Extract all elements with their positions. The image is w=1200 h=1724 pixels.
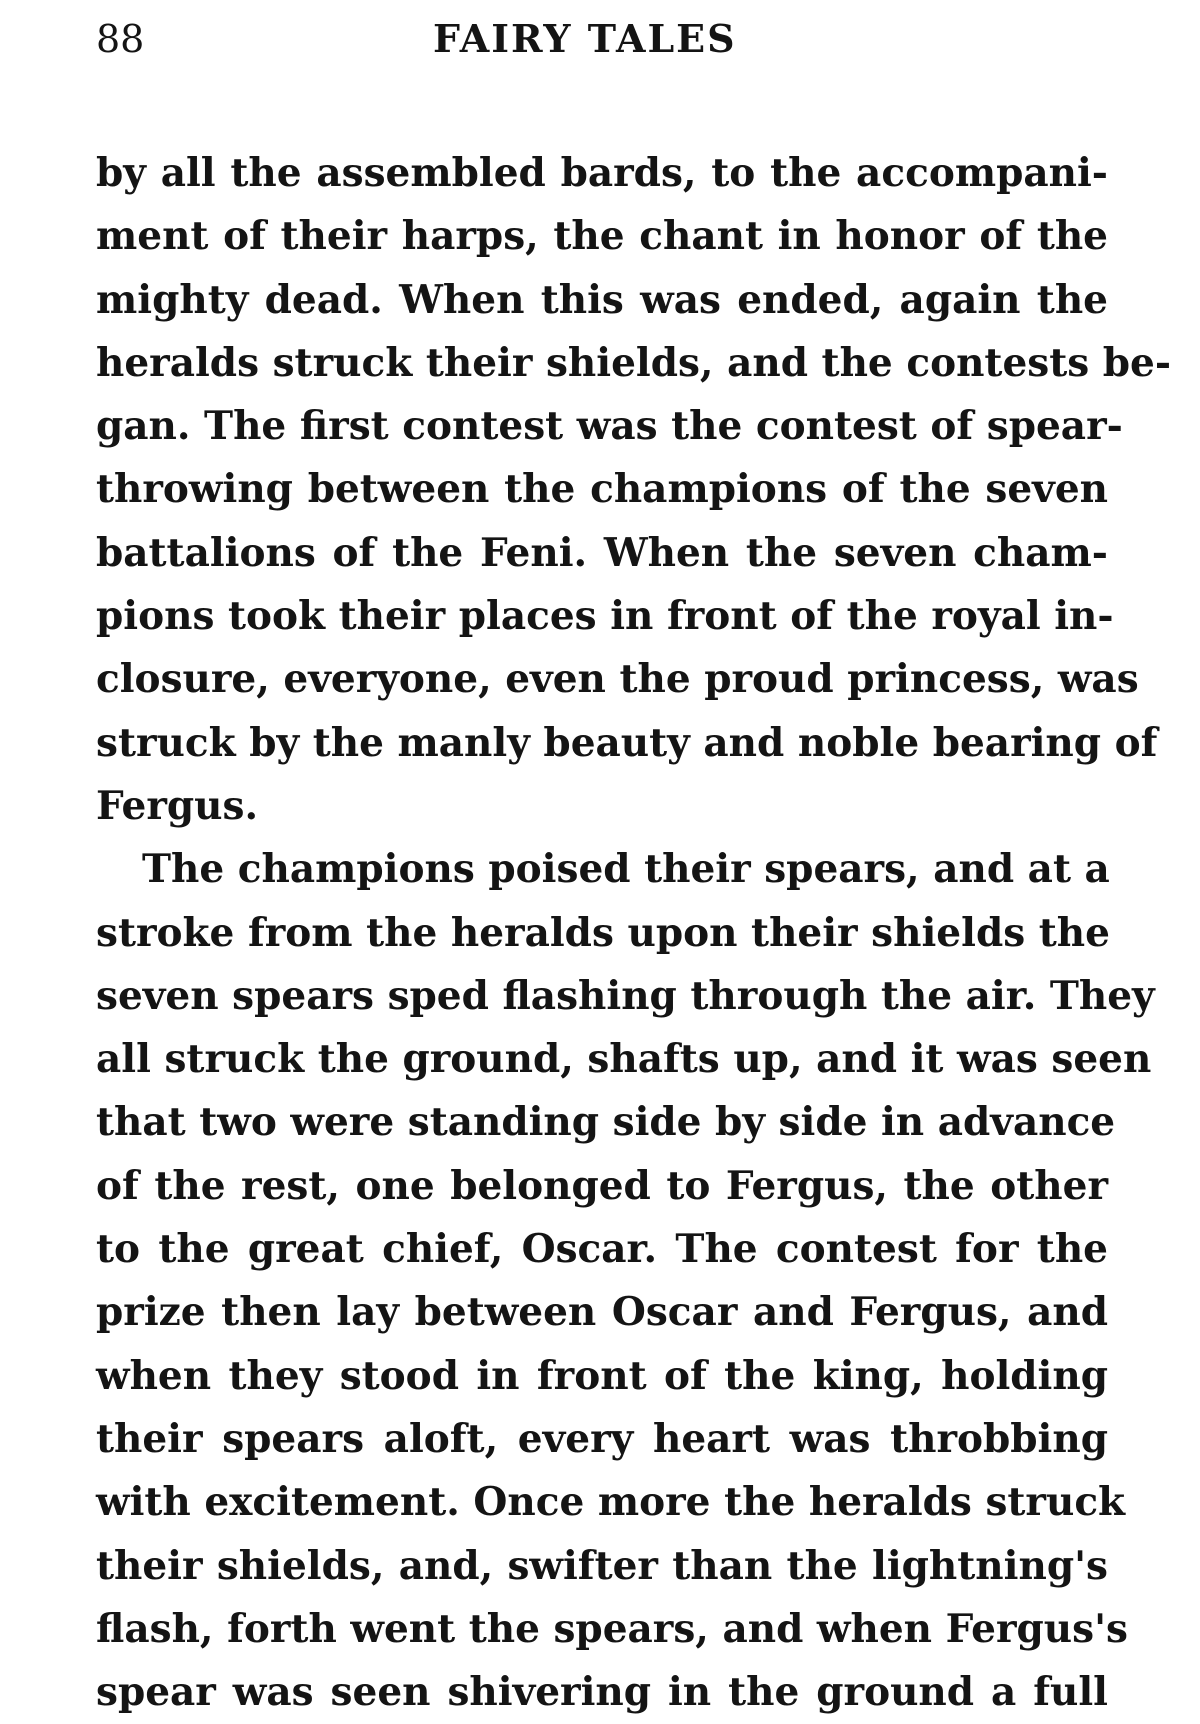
running-head bbox=[96, 14, 1108, 76]
paragraph-2 bbox=[96, 838, 1155, 1724]
text-line: seven spears sped flashing through the air. They bbox=[96, 972, 1155, 1019]
text-line: by all the assembled bards, to the accompani- bbox=[96, 150, 1108, 196]
running-title: FAIRY TALES bbox=[433, 16, 737, 61]
text-line: to the great chief, Oscar. The contest for the bbox=[96, 1226, 1108, 1273]
text-line: their spears aloft, every heart was throbbing bbox=[96, 1415, 1108, 1462]
text-line: mighty dead. When this was ended, again the bbox=[96, 276, 1108, 323]
text-line: gan. The first contest was the contest of spear- bbox=[96, 403, 1123, 450]
page-number: 88 bbox=[96, 17, 145, 61]
text-line: heralds struck their shields, and the contests be- bbox=[96, 339, 1172, 386]
text-line: closure, everyone, even the proud princess, was bbox=[96, 656, 1139, 703]
text-line: The champions poised their spears, and at a bbox=[142, 846, 1110, 893]
text-line: throwing between the champions of the seven bbox=[96, 466, 1108, 513]
text-line: with excitement. Once more the heralds struck bbox=[96, 1479, 1126, 1526]
paragraph-1 bbox=[96, 142, 1172, 838]
text-line: Fergus. bbox=[96, 782, 259, 829]
text-line: when they stood in front of the king, holding bbox=[96, 1352, 1108, 1399]
text-line: prize then lay between Oscar and Fergus, and bbox=[96, 1289, 1108, 1336]
text-line: all struck the ground, shafts up, and it was seen bbox=[96, 1036, 1152, 1083]
text-line: stroke from the heralds upon their shields the bbox=[96, 909, 1110, 956]
text-line: spear was seen shivering in the ground a full bbox=[96, 1669, 1108, 1716]
body-text bbox=[96, 142, 1172, 1724]
text-line: that two were standing side by side in advance bbox=[96, 1099, 1116, 1146]
text-line: of the rest, one belonged to Fergus, the other bbox=[96, 1162, 1108, 1209]
text-line: pions took their places in front of the royal in- bbox=[96, 593, 1114, 640]
text-line: flash, forth went the spears, and when Fergus's bbox=[96, 1605, 1128, 1652]
text-line: struck by the manly beauty and noble bearing of bbox=[96, 719, 1158, 766]
text-line: battalions of the Feni. When the seven cham- bbox=[96, 529, 1108, 576]
book-page bbox=[96, 14, 1172, 1716]
text-line: ment of their harps, the chant in honor of the bbox=[96, 213, 1108, 260]
text-line: their shields, and, swifter than the lightning's bbox=[96, 1542, 1108, 1589]
